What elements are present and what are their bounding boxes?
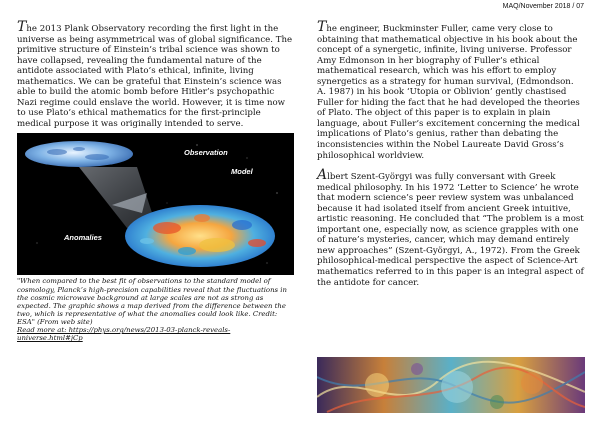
caption-text: "When compared to the best fit of observations to the standard model of cosmology, Planck’s high-precision capabilities reveal that the fluctuations in the cosmic microwave background at large scales are not as strong as expected. The graphic shows a map derived from the difference between the two, which is representative of what the anomalies could look like. Credit: ESA" (From web site) [17, 277, 287, 326]
drop-cap: A [317, 167, 328, 184]
paragraph-text: he engineer, Buckminster Fuller, came very close to obtaining that mathematical objective in his book about the concept of a synergetic, infinite, living universe. Professor Amy Edmonson in her biography of Fuller’s ethical mathematical research, which was his effort to employ synergetics as a strategy for human survival, (Edmondson. A. 1987) in his book ‘Utopia or Oblivion’ gently chastised Fuller for hiding the fact that he had developed the theories of Plato. The object of this paper is to explain in plain language, about Fuller’s excitement concerning the medical implications of Plato’s genius, rather than debating the inconsistencies within the Nobel Laureate David Gross’s philosophical worldview. [317, 24, 580, 161]
observation-label: Observation [184, 148, 228, 158]
paragraph-szent-gyorgyi [317, 167, 585, 288]
artwork-image [317, 357, 585, 413]
planck-cmb-figure [17, 133, 294, 275]
drop-cap: T [17, 19, 27, 35]
paragraph-text: he 2013 Plank Observatory recording the first light in the universe as being asymmetrical was of global significance. The primitive structure of Einstein’s tribal science was shown to have collapsed, revealing the fundamental nature of the antidote associated with Plato’s ethical, infinite, living mathematics. We can be grateful that Einstein’s science was able to build the atomic bomb before Hitler’s psychopathic Nazi regime could enslave the world. However, it is time now to use Plato’s ethical mathematics for the first-principle medical purpose it was originally intended to serve. [17, 24, 293, 129]
caption-link[interactable]: Read more at: https://phys.org/news/2013-03-planck-reveals-universe.html#jCp [17, 326, 231, 343]
page-header: MAQ/November 2018 / 07 [502, 3, 584, 10]
observation-map [25, 141, 133, 167]
paragraph-text: lbert Szent-Györgyi was fully conversant with Greek medical philosophy. In his 1972 ‘Letter to Science’ he wrote that modern science’s peer review system was unbalanced because it had isolated itself from ancient Greek intuitive, artistic reasoning. He concluded that “The problem is a most important one, especially now, as science grapples with one of nature’s mysteries, cancer, which may demand entirely new approaches” (Szent-Györgyi, A., 1972). From the Greek philosophical-medical perspective the aspect of Science-Art mathematics referred to in this paper is an integral aspect of the antidote for cancer. [317, 172, 584, 288]
psychedelic-artwork [317, 357, 585, 413]
left-column [17, 19, 294, 343]
drop-cap: T [317, 19, 327, 35]
paragraph-fuller [317, 19, 585, 161]
right-column [317, 19, 585, 288]
paragraph-planck [17, 19, 294, 129]
figure-caption [17, 277, 294, 342]
model-label: Model [231, 167, 253, 177]
anomalies-label: Anomalies [64, 233, 102, 243]
cmb-illustration [17, 133, 294, 275]
